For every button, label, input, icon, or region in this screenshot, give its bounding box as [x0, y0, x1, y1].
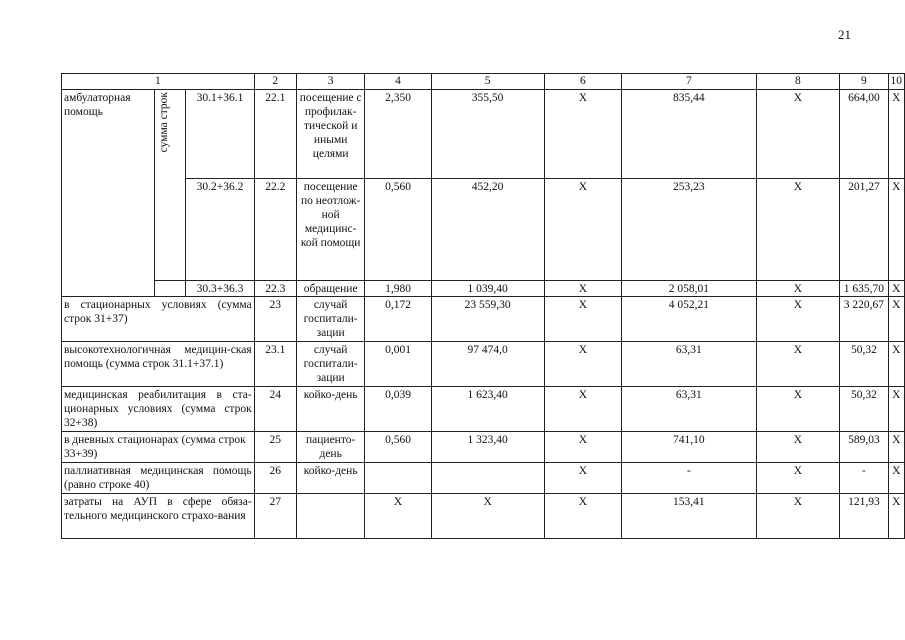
vertical-label: сумма строк	[154, 90, 186, 281]
value-cell: Х	[544, 387, 622, 432]
row-label: в дневных стационарах (сумма строк 33+39)	[62, 432, 255, 463]
table-row	[62, 432, 905, 463]
value-cell: Х	[888, 494, 905, 539]
table-row	[62, 179, 905, 281]
value-cell: Х	[756, 342, 840, 387]
value-cell: Х	[544, 90, 622, 179]
row-sub-label: 30.3+36.3	[186, 281, 254, 297]
table-row	[62, 281, 905, 297]
row-number: 27	[254, 494, 296, 539]
value-cell: 121,93	[840, 494, 888, 539]
value-cell: 1,980	[365, 281, 431, 297]
table-row	[62, 463, 905, 494]
table-row	[62, 342, 905, 387]
value-cell: 63,31	[622, 342, 756, 387]
row-label: медицинская реабилитация в ста-ционарных условиях (сумма строк 32+38)	[62, 387, 255, 432]
row-label: в стационарных условиях (сумма строк 31+37)	[62, 297, 255, 342]
value-cell	[431, 463, 544, 494]
value-cell: 2,350	[365, 90, 431, 179]
value-cell: Х	[544, 297, 622, 342]
table-row	[62, 297, 905, 342]
value-cell: Х	[888, 432, 905, 463]
value-cell: 0,001	[365, 342, 431, 387]
header-cell: 9	[840, 74, 888, 90]
header-cell: 2	[254, 74, 296, 90]
value-cell: 741,10	[622, 432, 756, 463]
value-cell: 1 039,40	[431, 281, 544, 297]
value-cell: 0,560	[365, 432, 431, 463]
header-cell: 8	[756, 74, 840, 90]
value-cell: 153,41	[622, 494, 756, 539]
row-number: 23	[254, 297, 296, 342]
value-cell: -	[840, 463, 888, 494]
table-row	[62, 494, 905, 539]
value-cell: 1 635,70	[840, 281, 888, 297]
value-cell: Х	[888, 179, 905, 281]
value-cell: Х	[365, 494, 431, 539]
value-cell: Х	[888, 463, 905, 494]
row-sub-label: 30.2+36.2	[186, 179, 254, 281]
value-cell: Х	[756, 432, 840, 463]
unit-cell: посещение с профилак-тической и иными целями	[296, 90, 364, 179]
unit-cell: посещение по неотлож-ной медицинс-кой помощи	[296, 179, 364, 281]
value-cell: Х	[888, 387, 905, 432]
page-number: 21	[838, 27, 851, 42]
value-cell: 1 323,40	[431, 432, 544, 463]
table-header-row	[62, 74, 905, 90]
unit-cell: койко-день	[296, 463, 364, 494]
row-number: 22.2	[254, 179, 296, 281]
row-number: 25	[254, 432, 296, 463]
value-cell: Х	[544, 281, 622, 297]
row-number: 23.1	[254, 342, 296, 387]
value-cell: 3 220,67	[840, 297, 888, 342]
row-label: паллиативная медицинская помощь (равно строке 40)	[62, 463, 255, 494]
value-cell: Х	[888, 297, 905, 342]
value-cell: 50,32	[840, 342, 888, 387]
unit-cell: случай госпитали-зации	[296, 297, 364, 342]
header-cell: 3	[296, 74, 364, 90]
empty-cell	[154, 281, 186, 297]
value-cell: Х	[888, 342, 905, 387]
value-cell: Х	[756, 494, 840, 539]
value-cell: 0,172	[365, 297, 431, 342]
value-cell: 4 052,21	[622, 297, 756, 342]
header-cell: 5	[431, 74, 544, 90]
value-cell: 589,03	[840, 432, 888, 463]
value-cell: -	[622, 463, 756, 494]
row-number: 26	[254, 463, 296, 494]
value-cell: 97 474,0	[431, 342, 544, 387]
value-cell: 253,23	[622, 179, 756, 281]
value-cell: Х	[756, 281, 840, 297]
value-cell: 0,560	[365, 179, 431, 281]
value-cell: 2 058,01	[622, 281, 756, 297]
value-cell: Х	[756, 179, 840, 281]
value-cell	[365, 463, 431, 494]
value-cell: Х	[431, 494, 544, 539]
unit-cell: пациенто-день	[296, 432, 364, 463]
row-number: 22.3	[254, 281, 296, 297]
value-cell: Х	[756, 387, 840, 432]
value-cell: Х	[756, 297, 840, 342]
row-label: затраты на АУП в сфере обяза-тельного медицинского страхо-вания	[62, 494, 255, 539]
row-label-ambulatory: амбулаторная помощь	[62, 90, 155, 297]
value-cell: 63,31	[622, 387, 756, 432]
value-cell: 355,50	[431, 90, 544, 179]
value-cell: Х	[544, 494, 622, 539]
value-cell: 664,00	[840, 90, 888, 179]
header-cell: 10	[888, 74, 905, 90]
value-cell: 452,20	[431, 179, 544, 281]
header-cell: 4	[365, 74, 431, 90]
header-cell: 6	[544, 74, 622, 90]
row-label: высокотехнологичная медицин-ская помощь (сумма строк 31.1+37.1)	[62, 342, 255, 387]
unit-cell: случай госпитали-зации	[296, 342, 364, 387]
table-row	[62, 90, 905, 179]
header-cell: 1	[62, 74, 255, 90]
unit-cell	[296, 494, 364, 539]
table-row	[62, 387, 905, 432]
row-number: 24	[254, 387, 296, 432]
header-cell: 7	[622, 74, 756, 90]
tariff-table	[61, 73, 905, 539]
value-cell: Х	[544, 179, 622, 281]
unit-cell: койко-день	[296, 387, 364, 432]
value-cell: 0,039	[365, 387, 431, 432]
value-cell: Х	[756, 90, 840, 179]
value-cell: Х	[888, 90, 905, 179]
row-sub-label: 30.1+36.1	[186, 90, 254, 179]
value-cell: Х	[756, 463, 840, 494]
value-cell: 23 559,30	[431, 297, 544, 342]
value-cell: 50,32	[840, 387, 888, 432]
value-cell: Х	[888, 281, 905, 297]
value-cell: Х	[544, 432, 622, 463]
value-cell: 201,27	[840, 179, 888, 281]
value-cell: 835,44	[622, 90, 756, 179]
unit-cell: обращение	[296, 281, 364, 297]
value-cell: Х	[544, 463, 622, 494]
value-cell: 1 623,40	[431, 387, 544, 432]
value-cell: Х	[544, 342, 622, 387]
row-number: 22.1	[254, 90, 296, 179]
